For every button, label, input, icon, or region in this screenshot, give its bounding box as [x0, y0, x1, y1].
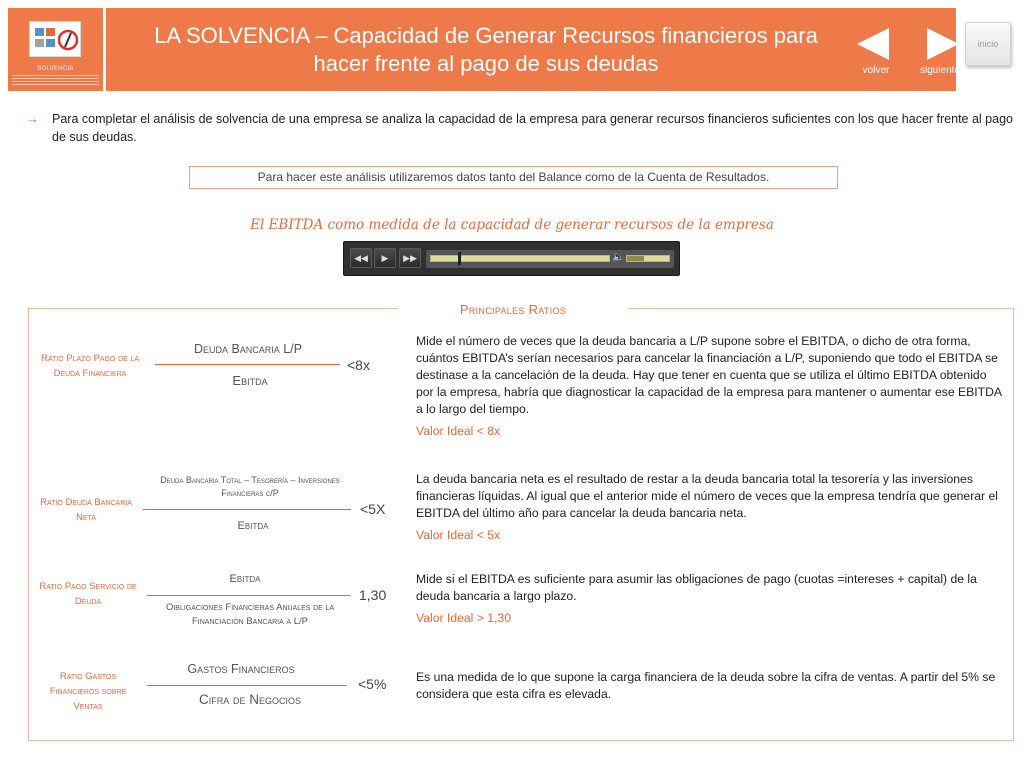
ratio-numerator: Gastos Financieros	[187, 662, 295, 676]
next-button[interactable]	[918, 28, 962, 80]
fraction-line	[147, 595, 350, 596]
logo	[8, 8, 103, 91]
ratios-heading: Principales Ratios	[398, 302, 628, 320]
back-label: volver	[862, 65, 890, 76]
logo-description-lines	[12, 75, 99, 89]
logo-caption: SOLVENCIA	[37, 66, 74, 72]
player-track	[426, 250, 674, 268]
home-button[interactable]: inicio	[965, 22, 1011, 66]
fraction-line	[143, 509, 351, 510]
ratio-description-text: La deuda bancaria neta es el resultado de restar a la deuda bancaria total la tesorería y las inversiones financieras líquidas. Al igual que el anterior mide el número de veces que la empresa tendría que generar el EBITDA del último año para cancelar la deuda bancaria neta.	[416, 472, 998, 520]
ratio-description	[416, 571, 1006, 627]
arrow-right-icon	[927, 28, 959, 60]
volume-icon[interactable]: 🔈	[612, 252, 625, 263]
fast-forward-icon: ▶▶	[403, 253, 417, 263]
intro-paragraph	[26, 110, 1016, 146]
ratio-denominator: Ebitda	[232, 373, 268, 388]
page-title: LA SOLVENCIA – Capacidad de Generar Recursos financieros para hacer frente al pago de sus deudas	[154, 23, 818, 76]
play-button[interactable]	[374, 248, 396, 268]
rewind-button[interactable]	[350, 248, 372, 268]
ratio-numerator: Ebitda	[229, 573, 261, 585]
ratio-denominator: Cifra de Negocios	[198, 692, 301, 707]
rewind-icon: ◀◀	[354, 253, 368, 263]
ratio-denominator: Oibligaciones Financieras Anuales de la Financiación Bancaria a L/P	[165, 602, 335, 627]
ratio-name: Ratio Deuda Bancaria Neta	[40, 497, 132, 523]
ideal-value: Valor Ideal < 5x	[416, 528, 501, 542]
back-button[interactable]	[854, 28, 898, 80]
logo-image	[29, 21, 81, 57]
arrow-left-icon	[857, 28, 889, 60]
arrow-right-bullet-icon: →	[26, 111, 39, 126]
intro-text: Para completar el análisis de solvencia de una empresa se analiza la capacidad de la empresa para generar recursos financieros suficientes con los que hacer frente al pago de sus deudas.	[52, 112, 1013, 144]
ratio-name: Ratio Gastos Financieros sobre Ventas	[49, 671, 127, 712]
ratio-value: <8x	[347, 357, 370, 373]
title-bar	[106, 8, 961, 91]
ratio-description-text: Mide el número de veces que la deuda bancaria a L/P supone sobre el EBITDA, o dicho de otra forma, cuántos EBITDA’s serían necesarios para cancelar la financiación a L/P, suponiendo que todo el EBITDA se destinase a la cancelación de la deuda. Hay que tener en cuenta que se utiliza el último EBITDA obtenido por la empresa, habría que diagnosticar la capacidad de la empresa para mantener o aumentar ese EBITDA a lo largo del tiempo.	[416, 334, 1002, 416]
volume-slider[interactable]	[626, 255, 670, 262]
ratio-name: Ratio Plazo Pago de la Deuda Financiera	[40, 353, 140, 379]
ideal-value: Valor Ideal > 1,30	[416, 611, 511, 625]
ratio-numerator: Deuda Bancaria L/P	[193, 342, 303, 356]
data-source-note: Para hacer este análisis utilizaremos datos tanto del Balance como de la Cuenta de Resultados.	[189, 166, 838, 189]
ebitda-heading: El EBITDA como medida de la capacidad de generar recursos de la empresa	[250, 217, 774, 233]
play-icon: ▶	[381, 253, 389, 263]
seek-bar[interactable]	[430, 255, 610, 262]
ratio-value: <5%	[358, 676, 387, 692]
ratio-name: Ratio Pago Servicio de Deuda	[39, 581, 137, 607]
ratio-description	[416, 333, 1006, 440]
ratio-description-text: Es una medida de lo que supone la carga financiera de la deuda sobre la cifra de ventas. A partir del 5% se considera que esta cifra es elevada.	[416, 670, 996, 701]
ratio-description-text: Mide si el EBITDA es suficiente para asumir las obligaciones de pago (cuotas =intereses + capital) de la deuda bancaria a largo plazo.	[416, 572, 977, 603]
ratio-numerator: Deuda Bancaria Total – Tesorería – Inversiones Financieras c/P	[160, 475, 340, 498]
volume-fill	[627, 256, 644, 261]
fraction-line	[155, 364, 340, 365]
media-player	[343, 241, 680, 276]
fast-forward-button[interactable]	[399, 248, 421, 268]
ratio-denominator: Ebitda	[237, 520, 269, 532]
ratio-description	[416, 471, 1006, 544]
fraction-line	[147, 685, 347, 686]
ratio-value: <5X	[360, 501, 386, 517]
ratio-value: 1,30	[359, 587, 387, 603]
seek-handle[interactable]	[458, 252, 461, 265]
next-label: siguiente	[919, 65, 961, 76]
ideal-value: Valor Ideal < 8x	[416, 424, 501, 438]
ratio-description	[416, 669, 1006, 703]
